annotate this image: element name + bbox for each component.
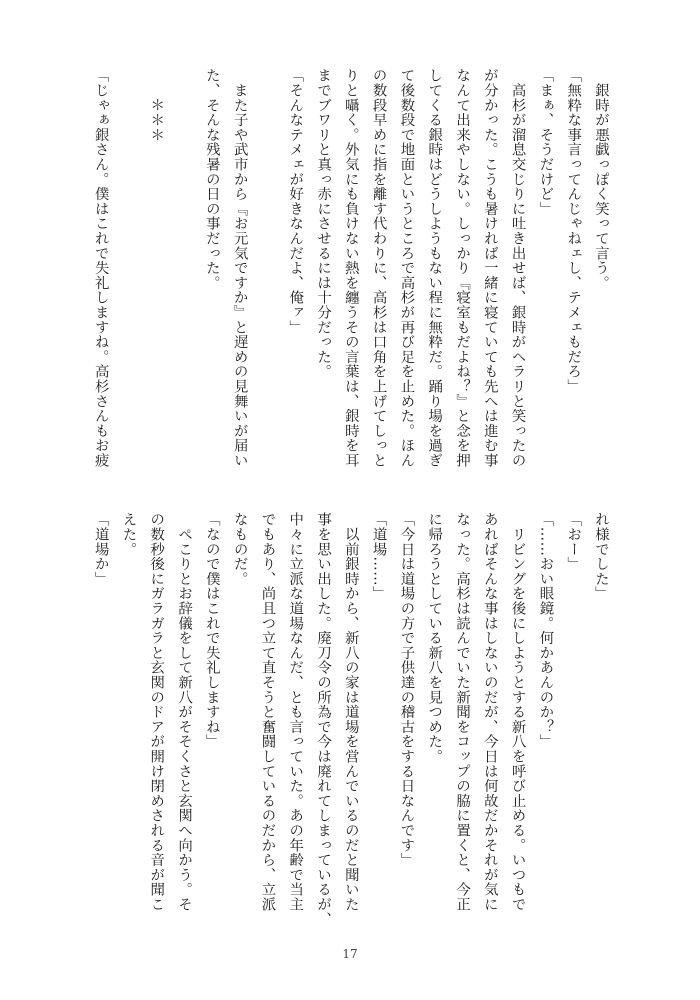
text-line: の数段早めに指を離す代わりに、高杉は口角を上げてしっと xyxy=(370,68,387,468)
text-line: でもあり、尚且つ立て直そうと奮闘しているのだから、立派 xyxy=(259,512,276,912)
text-line: また子や武市から『お元気ですか』と遅めの見舞いが届い xyxy=(231,68,248,468)
text-line xyxy=(169,68,197,478)
text-line: ＊＊＊ xyxy=(148,68,165,142)
text-line: 「……おい眼鏡。何かあんのか？」 xyxy=(537,512,554,749)
text-line: 高杉が溜息交じりに吐き出せば、銀時がヘラリと笑ったの xyxy=(509,68,526,468)
text-line: て後数段で地面というところで高杉が再び足を止めた。ほん xyxy=(398,68,415,468)
text-line: えた。 xyxy=(120,512,137,557)
text-line: 「なので僕はこれで失礼しますね」 xyxy=(203,512,220,749)
text-line: に帰ろうとしている新八を見つめた。 xyxy=(426,512,443,764)
text-block-top xyxy=(84,68,614,478)
text-line: た、そんな残暑の日の事だった。 xyxy=(203,68,220,290)
text-line: してくる銀時はどうしようもない程に無粋だ。踊り場を過ぎ xyxy=(426,68,443,468)
text-line: りと囁く。外気にも負けない熱を纏うその言葉は、銀時を耳 xyxy=(342,68,359,468)
text-line: が分かった。こうも暑ければ一緒に寝ていても先へは進む事 xyxy=(481,68,498,468)
text-line: 「道場か」 xyxy=(92,512,109,586)
text-line: なんて出来やしない。しっかり『寝室もだよね？』と念を押 xyxy=(454,68,471,468)
text-line: 銀時が悪戯っぽく笑って言う。 xyxy=(593,68,609,290)
text-line: 「そんなテメェが好きなんだよ、俺ァ」 xyxy=(287,68,304,335)
text-line: 中々に立派な道場なんだ、とも言っていた。あの年齢で当主 xyxy=(287,512,304,912)
text-line: 事を思い出した。廃刀令の所為で今は廃れてしまっているが、 xyxy=(315,512,332,927)
text-line: 「道場……」 xyxy=(370,512,387,601)
text-line: れ様でした」 xyxy=(593,512,609,601)
text-line: あればそんな事はしないのだが、今日は何故だかそれが気に xyxy=(481,512,498,912)
text-line: リビングを後にしようとする新八を呼び止める。いつもで xyxy=(509,512,526,912)
text-line: 「じゃぁ銀さん。僕はこれで失礼しますね。高杉さんもお疲 xyxy=(92,68,109,468)
text-line: 以前銀時から、新八の家は道場を営んでいるのだと聞いた xyxy=(342,512,359,912)
text-line xyxy=(114,68,142,478)
text-line xyxy=(253,68,281,478)
text-line: 「無粋な事言ってんじゃねェし、テメェもだろ」 xyxy=(565,68,582,394)
text-line: 「まぁ、そうだけど」 xyxy=(537,68,554,216)
page-number: 17 xyxy=(342,947,358,961)
text-line: 「おー」 xyxy=(565,512,582,572)
text-line: 「今日は道場の方で子供達の稽古をする日なんです」 xyxy=(398,512,415,868)
text-line: の数秒後にガラガラと玄関のドアが開け閉めされる音が聞こ xyxy=(148,512,165,912)
text-block-bottom xyxy=(84,512,614,927)
text-line: までブワリと真っ赤にさせるには十分だった。 xyxy=(315,68,332,379)
text-line: なものだ。 xyxy=(231,512,248,586)
text-line: ぺこりとお辞儀をして新八がそそくさと玄関へ向かう。そ xyxy=(176,512,193,912)
text-line: なった。高杉は読んでいた新聞をコップの脇に置くと、今正 xyxy=(454,512,471,912)
